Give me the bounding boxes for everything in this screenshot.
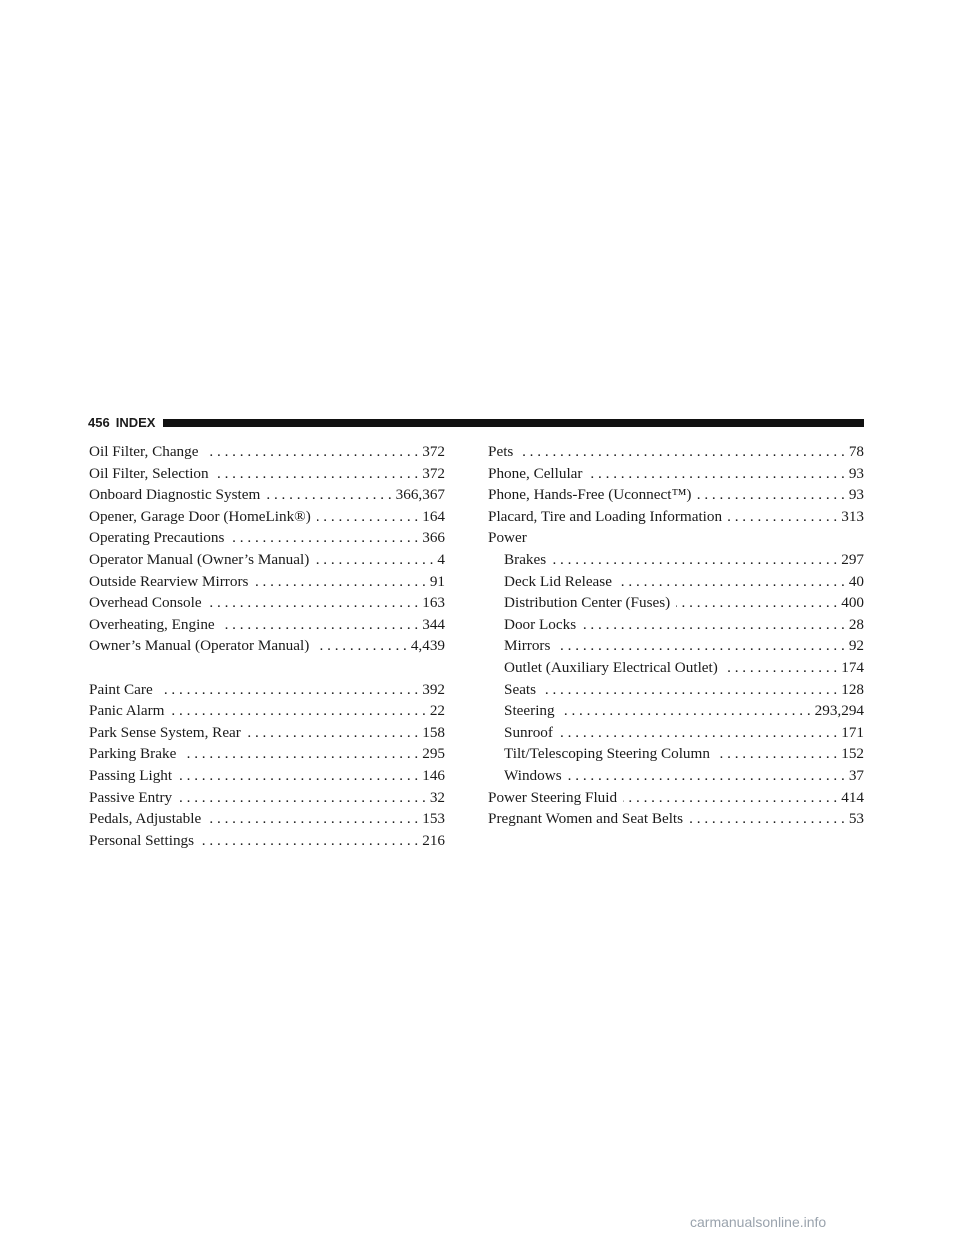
entry-pages: 78 xyxy=(848,443,864,460)
entry-term: Passing Light xyxy=(89,766,173,784)
dot-leader xyxy=(159,679,419,701)
entry-pages: 146 xyxy=(422,766,445,784)
index-entry xyxy=(89,614,445,636)
entry-pages: 295 xyxy=(422,745,445,763)
section-title: INDEX xyxy=(115,415,156,430)
entry-term: Mirrors xyxy=(504,637,551,655)
dot-leader xyxy=(178,787,426,809)
entry-pages: 366 xyxy=(422,529,445,547)
entry-term: Power Steering Fluid xyxy=(488,788,618,806)
index-entry xyxy=(89,463,445,485)
dot-leader xyxy=(519,441,844,463)
dot-leader xyxy=(552,549,837,571)
entry-pages: 158 xyxy=(422,723,445,741)
entry-term: Seats xyxy=(504,680,537,698)
index-entry xyxy=(89,527,445,549)
entry-pages: 372 xyxy=(422,443,445,460)
entry-term: Windows xyxy=(504,766,562,784)
entry-pages: 392 xyxy=(422,680,445,698)
index-subentry xyxy=(488,722,864,744)
index-column-left xyxy=(89,441,445,851)
index-entry xyxy=(89,765,445,787)
entry-term: Sunroof xyxy=(504,723,553,741)
entry-term: Oil Filter, Change xyxy=(89,443,199,460)
entry-pages: 152 xyxy=(841,745,864,763)
entry-term: Placard, Tire and Loading Information xyxy=(488,507,723,525)
watermark: carmanualsonline.info xyxy=(690,1214,827,1230)
entry-term: Overhead Console xyxy=(89,594,202,612)
entry-pages: 164 xyxy=(422,507,445,525)
entry-term: Door Locks xyxy=(504,615,577,633)
entry-pages: 37 xyxy=(848,766,864,784)
dot-leader xyxy=(568,765,845,787)
dot-leader xyxy=(207,808,418,830)
entry-term: Pets xyxy=(488,443,514,460)
entry-term: Pedals, Adjustable xyxy=(89,810,202,828)
entry-term: Brakes xyxy=(504,550,547,568)
dot-leader xyxy=(315,549,433,571)
entry-pages: 216 xyxy=(422,831,445,849)
dot-leader xyxy=(561,700,811,722)
entry-pages: 171 xyxy=(841,723,864,741)
dot-leader xyxy=(266,484,391,506)
index-group-heading xyxy=(488,527,864,549)
entry-pages: 4,439 xyxy=(410,637,445,655)
dot-leader xyxy=(215,463,419,485)
entry-pages: 414 xyxy=(841,788,864,806)
dot-leader xyxy=(724,657,837,679)
entry-term: Personal Settings xyxy=(89,831,195,849)
index-column-right xyxy=(488,441,864,830)
index-entry xyxy=(488,787,864,809)
index-subentry xyxy=(488,700,864,722)
index-subentry xyxy=(488,679,864,701)
entry-pages: 297 xyxy=(841,550,864,568)
dot-leader xyxy=(221,614,419,636)
letter-gap xyxy=(89,657,445,679)
dot-leader xyxy=(542,679,837,701)
page-number: 456 xyxy=(88,415,110,430)
index-entry xyxy=(488,484,864,506)
index-entry xyxy=(488,441,864,463)
dot-leader xyxy=(200,830,418,852)
index-entry xyxy=(89,592,445,614)
entry-term: Phone, Cellular xyxy=(488,464,583,482)
dot-leader xyxy=(556,635,844,657)
page-header xyxy=(88,414,864,432)
entry-pages: 4 xyxy=(437,550,445,568)
dot-leader xyxy=(205,441,419,463)
dot-leader xyxy=(623,787,837,809)
header-rule xyxy=(163,419,864,427)
index-entry xyxy=(89,484,445,506)
entry-pages: 366,367 xyxy=(395,486,445,504)
index-entry xyxy=(89,635,445,657)
index-entry xyxy=(89,506,445,528)
dot-leader xyxy=(208,592,419,614)
entry-pages: 128 xyxy=(841,680,864,698)
index-entry xyxy=(89,722,445,744)
entry-pages: 400 xyxy=(841,594,864,612)
entry-pages: 174 xyxy=(841,658,864,676)
dot-leader xyxy=(582,614,845,636)
index-entry xyxy=(89,700,445,722)
entry-term: Tilt/Telescoping Steering Column xyxy=(504,745,710,763)
index-subentry xyxy=(488,743,864,765)
index-entry xyxy=(89,787,445,809)
entry-term: Overheating, Engine xyxy=(89,615,215,633)
index-subentry xyxy=(488,592,864,614)
entry-pages: 22 xyxy=(429,702,445,720)
dot-leader xyxy=(230,527,418,549)
entry-term: Deck Lid Release xyxy=(504,572,612,590)
dot-leader xyxy=(315,635,407,657)
entry-pages: 32 xyxy=(429,788,445,806)
entry-term: Steering xyxy=(504,702,555,720)
entry-term: Operator Manual (Owner’s Manual) xyxy=(89,550,310,568)
index-subentry xyxy=(488,657,864,679)
index-entry xyxy=(488,808,864,830)
dot-leader xyxy=(716,743,837,765)
entry-term: Paint Care xyxy=(89,680,153,698)
dot-leader xyxy=(247,722,418,744)
index-entry xyxy=(89,808,445,830)
entry-term: Outlet (Auxiliary Electrical Outlet) xyxy=(504,658,718,676)
entry-term: Opener, Garage Door (HomeLink®) xyxy=(89,507,311,525)
index-subentry xyxy=(488,614,864,636)
index-entry xyxy=(89,743,445,765)
entry-term: Phone, Hands-Free (Uconnect™) xyxy=(488,486,692,504)
entry-pages: 40 xyxy=(848,572,864,590)
index-subentry xyxy=(488,765,864,787)
index-subentry xyxy=(488,549,864,571)
entry-term: Operating Precautions xyxy=(89,529,225,547)
index-entry xyxy=(89,830,445,852)
entry-term: Oil Filter, Selection xyxy=(89,464,209,482)
entry-term: Outside Rearview Mirrors xyxy=(89,572,249,590)
entry-pages: 93 xyxy=(848,464,864,482)
dot-leader xyxy=(182,743,418,765)
dot-leader xyxy=(171,700,426,722)
entry-term: Onboard Diagnostic System xyxy=(89,486,261,504)
entry-term: Passive Entry xyxy=(89,788,173,806)
entry-term: Parking Brake xyxy=(89,745,177,763)
entry-pages: 372 xyxy=(422,464,445,482)
entry-pages: 53 xyxy=(848,810,864,828)
dot-leader xyxy=(676,592,837,614)
entry-pages: 93 xyxy=(848,486,864,504)
dot-leader xyxy=(588,463,844,485)
entry-term: Power xyxy=(488,529,527,547)
index-entry xyxy=(89,571,445,593)
index-subentry xyxy=(488,635,864,657)
entry-pages: 28 xyxy=(848,615,864,633)
entry-pages: 92 xyxy=(848,637,864,655)
index-entry xyxy=(488,463,864,485)
index-entry xyxy=(89,549,445,571)
dot-leader xyxy=(254,571,425,593)
entry-term: Owner’s Manual (Operator Manual) xyxy=(89,637,310,655)
dot-leader xyxy=(689,808,845,830)
dot-leader xyxy=(178,765,418,787)
entry-term: Distribution Center (Fuses) xyxy=(504,594,671,612)
dot-leader xyxy=(618,571,845,593)
index-entry xyxy=(488,506,864,528)
index-entry xyxy=(89,679,445,701)
entry-pages: 153 xyxy=(422,810,445,828)
entry-term: Pregnant Women and Seat Belts xyxy=(488,810,684,828)
entry-pages: 91 xyxy=(429,572,445,590)
dot-leader xyxy=(697,484,844,506)
entry-pages: 313 xyxy=(841,507,864,525)
entry-pages: 163 xyxy=(422,594,445,612)
dot-leader xyxy=(317,506,418,528)
entry-term: Park Sense System, Rear xyxy=(89,723,241,741)
entry-term: Panic Alarm xyxy=(89,702,165,720)
index-entry xyxy=(89,441,445,463)
index-subentry xyxy=(488,571,864,593)
dot-leader xyxy=(559,722,837,744)
entry-pages: 344 xyxy=(422,615,445,633)
dot-leader xyxy=(728,506,837,528)
entry-pages: 293,294 xyxy=(814,702,864,720)
